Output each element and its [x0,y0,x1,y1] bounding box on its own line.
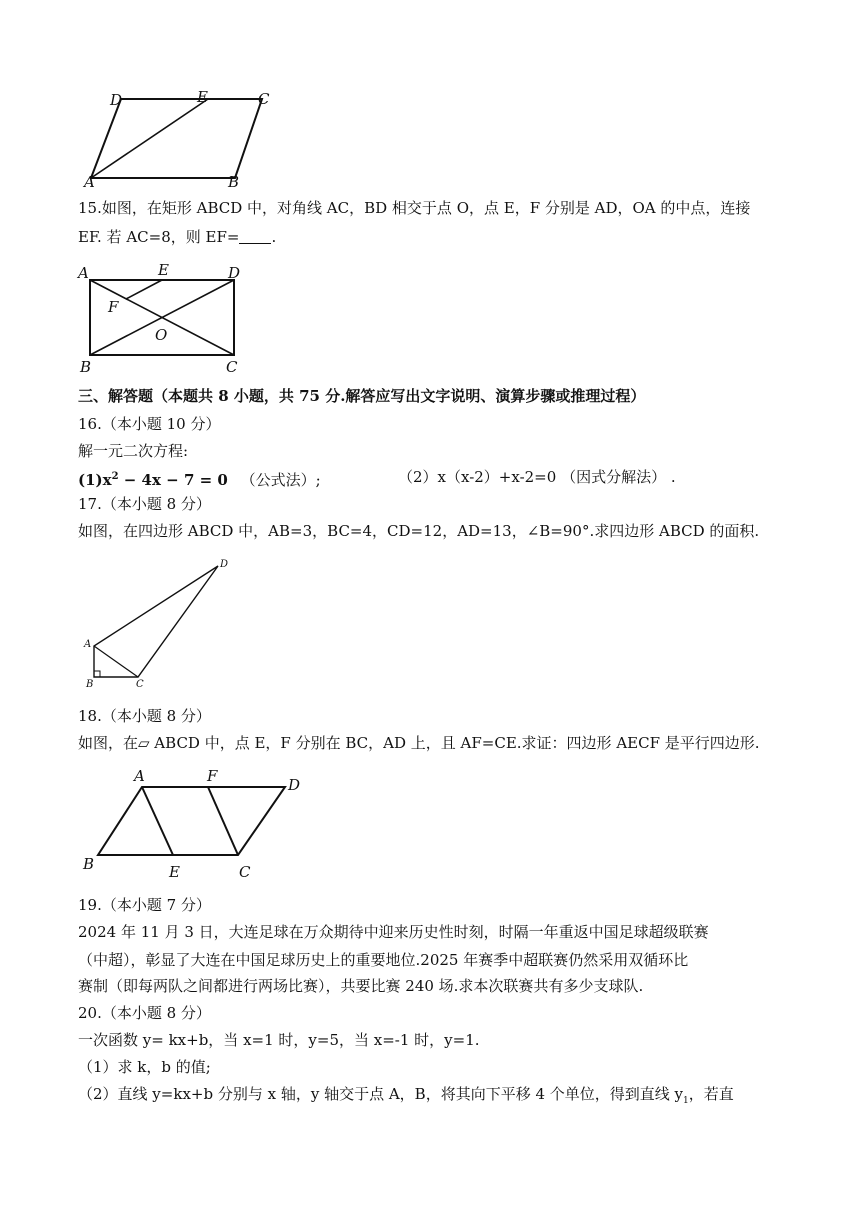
q19-line-3: 赛制（即每两队之间都进行两场比赛），共要比赛 240 场.求本次联赛共有多少支球队. [78,977,644,995]
figure-parallelogram-top [80,88,290,190]
q20-line-3 [78,1084,734,1111]
answer-blank [239,229,271,244]
label-d: D [110,91,123,109]
parallelogram-abcd [91,99,262,178]
label-d: D [288,776,301,794]
q18-text: 如图，在▱ ABCD 中，点 E，F 分别在 BC，AD 上，且 AF=CE.求证：四边形 AECF 是平行四边形. [78,734,760,752]
label-c: C [226,358,238,372]
q20-line-2: （1）求 k，b 的值; [78,1058,211,1076]
q16-part1-exponent: 2 [111,471,119,482]
label-b: B [80,358,92,372]
label-b: B [228,173,240,190]
q16-parts [78,467,321,490]
segment-ef [126,280,162,299]
label-e: E [169,863,180,881]
q19-line-1: 2024 年 11 月 3 日，大连足球在万众期待中迎来历史性时刻，时隔一年重返中国足球超级联赛 [78,923,709,941]
q16-part1-prefix: (1)x [78,471,112,489]
label-a: A [78,264,89,282]
label-c: C [239,863,251,881]
segment-ae [91,99,208,178]
label-e: E [197,88,208,106]
q16-part1-method: （公式法）; [240,471,321,489]
figure-quadrilateral-q17 [82,556,242,690]
q19-header: 19.（本小题 7 分） [78,896,211,914]
label-o: O [155,326,168,344]
parallelogram-abcd [98,787,285,855]
q16-part2: （2）x（x-2）+x-2=0 （因式分解法） . [398,468,676,486]
q16-part1-equation: − 4x − 7 = 0 [118,471,228,489]
q20-header: 20.（本小题 8 分） [78,1004,211,1022]
q20-line-3-end: ，若直 [688,1085,734,1103]
q15-line-2-end: . [271,228,277,246]
q16-header: 16.（本小题 10 分） [78,415,221,433]
q17-text: 如图，在四边形 ABCD 中，AB=3，BC=4，CD=12，AD=13，∠B=90°.求四边形 ABCD 的面积. [78,522,760,540]
segment-fc [208,787,238,855]
label-e: E [158,261,169,279]
segment-ac [94,646,138,677]
label-c: C [258,90,270,108]
q15-line-1: 15.如图，在矩形 ABCD 中，对角线 AC，BD 相交于点 O，点 E，F 分别是 AD，OA 的中点，连接 [78,199,751,217]
label-a: A [84,173,95,190]
label-b: B [83,855,95,873]
label-a: A [84,639,92,650]
label-a: A [134,767,145,785]
segment-ae [142,787,173,855]
right-angle-mark [94,671,100,677]
q19-line-2: （中超），彰显了大连在中国足球历史上的重要地位.2025 年赛季中超联赛仍然采用双循环比 [78,951,689,969]
figure-rectangle-q15 [76,260,256,372]
q15-line-2 [78,227,276,247]
q18-header: 18.（本小题 8 分） [78,707,211,725]
label-f: F [108,298,119,316]
q15-line-2-text: EF. 若 AC=8，则 EF= [78,228,240,246]
label-d: D [228,264,241,282]
label-d: D [220,559,229,570]
label-b: B [86,679,94,690]
q16-intro: 解一元二次方程: [78,442,189,460]
section-3-heading: 三、解答题（本题共 8 小题，共 75 分.解答应写出文字说明、演算步骤或推理过程） [78,387,646,405]
figure-parallelogram-q18 [80,765,310,883]
label-c: C [136,679,144,690]
q20-line-1: 一次函数 y= kx+b，当 x=1 时，y=5，当 x=-1 时，y=1. [78,1031,480,1049]
quadrilateral-abcd [94,566,218,677]
label-f: F [207,767,218,785]
q20-subscript: 1 [683,1096,689,1106]
q17-header: 17.（本小题 8 分） [78,495,211,513]
q20-line-3-text: （2）直线 y=kx+b 分别与 x 轴，y 轴交于点 A，B，将其向下平移 4 个单位，得到直线 y [78,1085,684,1103]
